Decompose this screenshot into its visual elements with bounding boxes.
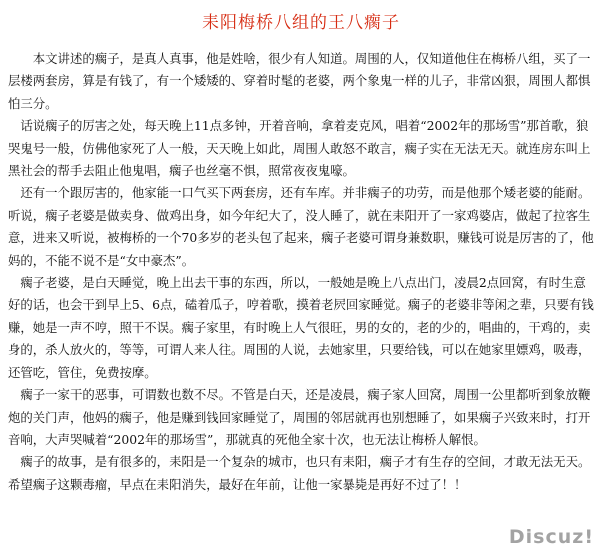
- article-paragraph-2: 话说瘸子的厉害之处，每天晚上11点多钟，开着音响，拿着麦克风，唱着“2002年的那场雪”那首歌，狼哭鬼号一般，仿佛他家死了人一般，天天晚上如此，周围人敢怒不敢言，瘸子实在无法无天。就连房东叫上黑社会的帮手去阻止他鬼唱，瘸子也丝毫不惧，照常夜夜鬼嚎。: [8, 118, 591, 179]
- article-paragraph-5: 瘸子一家干的恶事，可谓数也数不尽。不管是白天，还是凌晨，瘸子家人回窝，周围一公里都听到象放鞭炮的关门声，他妈的瘸子，他是赚到钱回家睡觉了，周围的邻居就再也别想睡了，如果瘸子兴致来时，打开音响，大声哭喊着“2002年的那场雪”，那就真的死他全家十次，也无法让梅桥人解恨。: [8, 387, 591, 447]
- article-title: 耒阳梅桥八组的王八瘸子: [202, 13, 400, 33]
- discuz-watermark: Discuz!: [508, 526, 594, 548]
- article-paragraph-3: 还有一个跟厉害的，他家能一口气买下两套房，还有车库。并非瘸子的功劳，而是他那个矮老婆的能耐。听说，瘸子老婆是做卖身、做鸡出身，如今年纪大了，没人睡了，就在耒阳开了一家鸡婆店，做起了拉客生意，进来又听说，被梅桥的一个70多岁的老头包了起来，瘸子老婆可谓身兼数职，赚钱可说是厉害的了，他妈的，不能不说不是“女中豪杰”。: [8, 185, 594, 268]
- article-paragraph-4: 瘸子老婆，是白天睡觉，晚上出去干事的东西，所以，一般她是晚上八点出门，凌晨2点回窝，有时生意好的话，也会干到早上5、6点，磕着瓜子，哼着歌，摸着老屄回家睡觉。瘸子的老婆非等闲之辈，只要有钱赚，她是一声不哼，照干不误。瘸子家里，有时晚上人气很旺，男的女的，老的少的，唱曲的，干鸡的，卖身的，杀人放火的，等等，可谓人来人往。周围的人说，去她家里，只要给钱，可以在她家里嫖鸡，吸毒，还管吃，管住，免费按摩。: [8, 275, 594, 380]
- article-paragraph-1: 本文讲述的瘸子，是真人真事，他是姓啥，很少有人知道。周围的人，仅知道他住在梅桥八组，买了一层楼两套房，算是有钱了，有一个矮矮的、穿着时髦的老婆，两个象鬼一样的儿子，非常凶狠，周围人都惧怕三分。: [8, 51, 591, 111]
- article-paragraph-6: 瘸子的故事，是有很多的，耒阳是一个复杂的城市，也只有耒阳，瘸子才有生存的空间，才敢无法无天。希望瘸子这颗毒瘤，早点在耒阳消失，最好在年前，让他一家暴毙是再好不过了！！: [8, 454, 591, 492]
